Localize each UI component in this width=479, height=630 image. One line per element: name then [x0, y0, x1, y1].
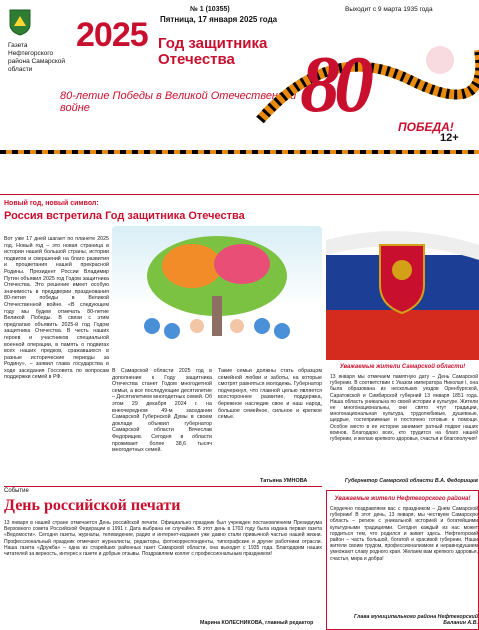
- greeting-body-2: Сердечно поздравляем вас с праздником – Днем Самарской губернии! В этот день, 13 января, мы чествуем Самарскую область – регион с уникальной историей и богатейшими культурными традициями. Сегодня каждый из нас может гордиться тем, что родился и живет здесь. Нефтегорский район – часть большой, богатой и красивой губернии. Наши жители своим трудом, профессионализмом и неравнодушием умножают славу родного края. Желаем вам крепкого здоровья, счастья, мира и добра!: [330, 506, 478, 562]
- year-number: 2025: [76, 16, 148, 54]
- header-divider: [0, 194, 479, 195]
- anniversary-banner: 80-летие Победы в Великой Отечественной войне: [60, 90, 297, 114]
- article-author: Татьяна УМНОВА: [260, 478, 308, 484]
- st-george-ribbon: [0, 150, 479, 154]
- newspaper-subtitle: Газета Нефтегорского района Самарской области: [8, 42, 65, 73]
- press-day-body: 13 января в нашей стране отмечается День российской печати. Официально праздник был учрежден постановлением Президиума Верховного совета Российской Федерации в 1991 г. Дата выбрана не случайно. В этот день в 1703 году была издана первая газета «Ведомости». Сегодня газеты, журналы, телевидение, радио и интернет-издания уже давно стали привычной частью нашей жизни. Профессиональный праздник отмечают журналисты, редакторы, фотокорреспонденты, типографские и другие работники отрасли. Наша газета «Дружба» – одна из старейших районных газет Самарской области, она выходит с 1935 года. Благодарим наших читателей за верность, интерес к газете и добрые отзывы. Поздравляем коллег с профессиональным праздником!: [4, 520, 322, 558]
- article-headline: Россия встретила Год защитника Отечества: [4, 210, 245, 222]
- issue-date: Пятница, 17 января 2025 года: [160, 15, 278, 24]
- article-column-3: Такие семьи должны стать образцом семейной любви и заботы, на которые смотрят равняться молодежь. Губернатор подчеркнул, что главной целью является всестороннее развитие, поддержка, бережное наследие свое и наш народ, большое семейное, сильное и крепкое семье.: [218, 368, 322, 421]
- published-since: Выходит с 9 марта 1935 года: [345, 6, 433, 13]
- article-column-2: В Самарской области 2025 год в дополнение к Году защитника Отечества станет Годом многодетной семьи, а все последующие десятилетие – Десятилетием многодетных семей. Об этом 29 декабря 2024 г. на внеочередном 49-м заседании Самарской Губернской Думы в своем докладе объявил губернатор Самарской области Вячеслав Федорищев. Сегодня в области проживает более 38,6 тысяч многодетных семей.: [112, 368, 212, 454]
- press-day-author: Марина КОЛЕСНИКОВА, главный редактор: [200, 620, 314, 626]
- article-column-1: Вот уже 17 дней шагает по планете 2025 год. Новый год – это новая страница в истории нашей большой страны, истории подвигов и свершений на благо развития и процветания нашей прекрасной Родины. Президент России Владимир Путин объявил 2025 год Годом защитника Отечества. Это решение имеет особую значимость в преддверии празднования 80-летия победы в Великой Отечественной войне. «В следующем году мы будем отмечать 80-летие Великой Победы. В связи с этим предлагаю объявить 2025-й год Годом защитника Отечества. В честь наших героев и участников специальной военной операции, в память о подвигах всех наших предков, сражавшихся в разные исторические периоды за Родину», – заявил глава государства в ходе заседания Госсовета по вопросам поддержки семей в РФ.: [4, 236, 109, 381]
- year-title: Год защитника Отечества: [158, 35, 268, 68]
- press-day-headline: День российской печати: [4, 497, 181, 514]
- greeting-heading-2: Уважаемые жители Нефтегорского района!: [334, 496, 471, 502]
- district-emblem-icon: [8, 8, 32, 36]
- age-rating-badge: 12+: [440, 132, 459, 144]
- section-divider: [4, 486, 322, 487]
- event-label: Событие: [4, 488, 29, 494]
- greeting-signature-2: Глава муниципального района Нефтегорский Баланин А.В.: [354, 614, 478, 626]
- masthead: [0, 0, 479, 174]
- family-illustration: [112, 226, 322, 361]
- masthead-left: [8, 8, 268, 143]
- greeting-signature-1: Губернатор Самарской области В.А. Федорищев: [344, 478, 478, 484]
- greeting-body-1: 13 января мы отмечаем памятную дату – День Самарской губернии. В соответствии с Указом императора Николая I, она была образована из нескольких уездов Оренбургской, Саратовской и Симбирской губерний 13 января 1851 года. Наша область уникальна по своей истории и культуре. Жители ее многонациональны, они свято чтут традиции, многонациональная культура, трудолюбивые, душевные, щедрые, гостеприимные и постоянно готовые к помощи. Особое место в ее истории занимает ратный подвиг наших воинов. Благодарю всех, кто трудится на благо нашей губернии, и желаю крепкого здоровья, счастья и благополучия!: [330, 374, 478, 443]
- russian-flag-coat-of-arms-image: [326, 200, 479, 360]
- victory-word: ПОБЕДА!: [398, 120, 454, 134]
- issue-number: № 1 (10355): [190, 6, 230, 13]
- greeting-heading-1: Уважаемые жители Самарской области!: [339, 364, 466, 370]
- section-label: Новый год, новый символ:: [4, 200, 99, 207]
- eighty-years-numeral: 80: [300, 41, 368, 129]
